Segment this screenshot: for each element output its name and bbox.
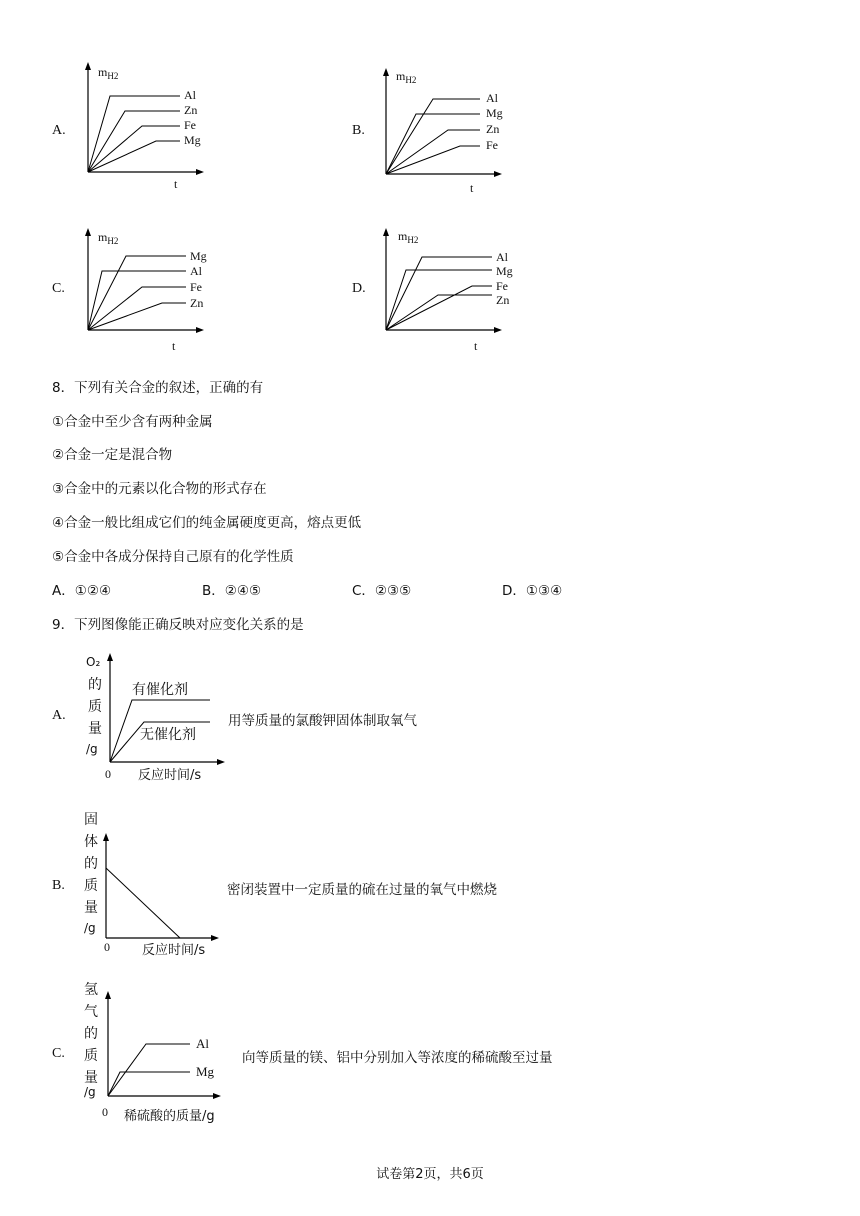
line-label: Al (486, 91, 498, 105)
option-label-c: C. (52, 281, 65, 296)
x-axis-label: 稀硫酸的质量/g (124, 1109, 215, 1124)
line-label: Mg (196, 1064, 215, 1079)
y-axis-label: m (98, 230, 108, 244)
line-label: Zn (496, 293, 510, 307)
line-label: Al (496, 250, 508, 264)
line-label: Fe (190, 280, 202, 294)
q7-graph-c (80, 226, 230, 356)
q9-desc-a: 用等质量的氯酸钾固体制取氧气 (228, 713, 417, 729)
y-label-char: 质 (84, 878, 98, 894)
q9-graph-a (80, 650, 250, 790)
line-label: Mg (190, 249, 207, 263)
line-label: Al (196, 1036, 209, 1051)
option-label-a: A. (52, 123, 66, 138)
svg-text:mH2 (396, 69, 416, 85)
q9-graph-b (80, 808, 250, 968)
line-label: Al (190, 264, 202, 278)
q8-statement: ②合金一定是混合物 (52, 447, 173, 463)
q8-choice-d[interactable]: D．①③④ (502, 583, 563, 599)
line-label: Al (184, 88, 196, 102)
q8-statement: ④合金一般比组成它们的纯金属硬度更高，熔点更低 (52, 515, 362, 531)
y-label-char: 质 (84, 1048, 98, 1064)
x-axis-label: t (474, 339, 478, 353)
option-label-d: D. (352, 281, 366, 296)
svg-text:mH2 (398, 229, 418, 245)
origin-label: 0 (102, 1105, 108, 1119)
y-label-char: 气 (84, 1004, 98, 1020)
y-label-char: 的 (84, 1026, 98, 1042)
x-axis-label: 反应时间/s (138, 768, 202, 783)
q8-stem: 8．下列有关合金的叙述，正确的有 (52, 380, 264, 396)
svg-text:mH2 (98, 230, 118, 246)
q9-graph-c (80, 978, 250, 1138)
y-axis-label: m (398, 229, 408, 243)
q8-choice-b[interactable]: B．②④⑤ (202, 583, 262, 599)
q8-statement: ③合金中的元素以化合物的形式存在 (52, 481, 267, 497)
y-label-char: 体 (84, 834, 98, 850)
line-label: 无催化剂 (140, 727, 196, 743)
line-label: Zn (190, 296, 204, 310)
y-axis-label: m (98, 65, 108, 79)
q9-desc-b: 密闭装置中一定质量的硫在过量的氧气中燃烧 (227, 882, 497, 898)
q9-option-label-c: C. (52, 1046, 65, 1061)
svg-text:mH2 (98, 65, 118, 81)
line-label: Zn (184, 103, 198, 117)
y-label-char: 固 (84, 812, 98, 828)
line-label: Zn (486, 122, 500, 136)
line-label: Mg (184, 133, 201, 147)
q8-choice-c[interactable]: C．②③⑤ (352, 583, 412, 599)
q9-stem: 9．下列图像能正确反映对应变化关系的是 (52, 617, 304, 633)
x-axis-label: t (174, 177, 178, 191)
y-label-char: 的 (84, 856, 98, 872)
y-axis-sub: H2 (407, 235, 419, 245)
q7-graph-a (80, 60, 230, 190)
x-axis-label: 反应时间/s (142, 943, 206, 958)
line-label: Fe (486, 138, 498, 152)
line-label: 有催化剂 (132, 682, 188, 698)
q7-graph-d (378, 226, 528, 356)
q9-option-label-b: B. (52, 878, 65, 893)
y-axis-label: m (396, 69, 406, 83)
x-axis-label: t (470, 181, 474, 195)
option-label-b: B. (352, 123, 365, 138)
y-label-char: /g (84, 921, 96, 935)
origin-label: 0 (104, 940, 110, 954)
y-label-char: /g (86, 742, 98, 756)
y-axis-sub: H2 (405, 75, 417, 85)
origin-label: 0 (105, 767, 111, 781)
q7-graph-b (378, 66, 528, 196)
x-axis-label: t (172, 339, 176, 353)
y-label-char: /g (84, 1085, 96, 1099)
page-footer: 试卷第2页，共6页 (376, 1167, 484, 1182)
y-label-char: 量 (88, 721, 102, 737)
y-label-char: 氢 (84, 982, 98, 998)
line-label: Fe (496, 279, 508, 293)
q9-desc-c: 向等质量的镁、铝中分别加入等浓度的稀硫酸至过量 (242, 1050, 553, 1066)
line-label: Mg (496, 264, 513, 278)
q9-option-label-a: A. (52, 708, 66, 723)
y-label-char: 的 (88, 677, 102, 693)
y-label-char: 量 (84, 1070, 98, 1086)
line-label: Fe (184, 118, 196, 132)
y-label-char: 质 (88, 699, 102, 715)
y-label-char: 量 (84, 900, 98, 916)
q8-statement: ⑤合金中各成分保持自己原有的化学性质 (52, 549, 294, 565)
q8-choice-a[interactable]: A．①②④ (52, 583, 112, 599)
q8-statement: ①合金中至少含有两种金属 (52, 414, 213, 430)
y-axis-sub: H2 (107, 236, 119, 246)
y-label-char: O₂ (86, 655, 101, 669)
y-axis-sub: H2 (107, 71, 119, 81)
line-label: Mg (486, 106, 503, 120)
